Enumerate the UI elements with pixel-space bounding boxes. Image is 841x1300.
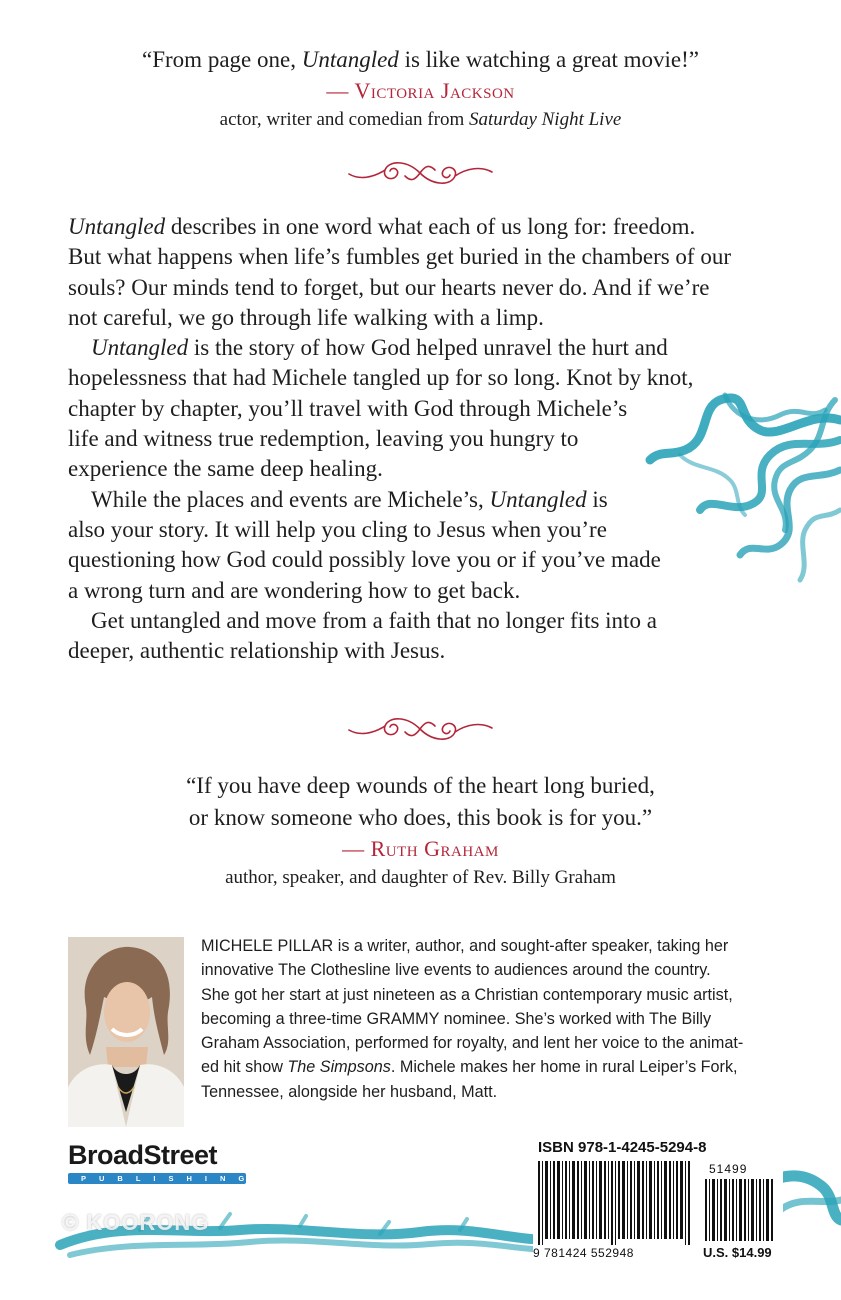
author-bio: MICHELE PILLAR is a writer, author, and sought-after speaker, taking her innovative The Clothesline live events to audiences around the country. She got her start at just nineteen as a Christian contemporary music artist, becoming a three-time GRAMMY nominee. She’s worked with The Billy Graham Association, performed for royalty, and lent her voice to the animat- ed hit show The Simpsons. Michele makes her home in rural Leiper’s Fork, Tennessee, alongside her husband, Matt. (201, 937, 744, 1101)
watermark: © KOORONG (62, 1210, 210, 1235)
quote-victoria-jackson (0, 44, 841, 134)
price-code: 51499 (709, 1162, 748, 1176)
description-paragraph: Untangled describes in one word what each of us long for: freedom. But what happens when life’s fumbles get buried in the chambers of our souls? Our minds tend to forget, but our hearts never do. And if we’re not careful, we go through life walking with a limp. (68, 214, 732, 330)
flourish-divider-middle (345, 712, 496, 746)
quote-text: “From page one, Untangled is like watching a great movie!” (142, 47, 699, 72)
description-paragraph: While the places and events are Michele’s, Untangled is also your story. It will help you cling to Jesus when you’re questioning how God could possibly love you or if you’ve made a wrong turn and are wondering how to get back. (68, 486, 661, 603)
quote-attribution: — Victoria Jackson (326, 78, 515, 103)
quote-attribution: — Ruth Graham (342, 836, 499, 861)
quote-attribution-role: author, speaker, and daughter of Rev. Billy Graham (225, 867, 616, 888)
quote-text: or know someone who does, this book is for you.” (188, 805, 653, 830)
flourish-divider-top (345, 156, 496, 190)
description-paragraph: Get untangled and move from a faith that no longer fits into a deeper, authentic relationship with Jesus. (68, 607, 657, 664)
quote-ruth-graham (0, 770, 841, 892)
isbn-digits: 9 781424 552948 (533, 1246, 634, 1260)
description-paragraph: Untangled is the story of how God helped unravel the hurt and hopelessness that had Michele tangled up for so long. Knot by knot, chapter by chapter, you’ll travel with God through Michele’s life and witness true redemption, leaving you hungry to experience the same deep healing. (68, 335, 694, 482)
isbn-label: ISBN 978-1-4245-5294-8 (538, 1139, 707, 1156)
price-barcode-bars (705, 1179, 777, 1241)
publisher-name: BroadStreet (68, 1140, 218, 1170)
author-photo (68, 937, 184, 1127)
barcode-bars (538, 1161, 698, 1245)
publisher-logo (68, 1140, 258, 1190)
book-description (68, 212, 768, 666)
quote-text: “If you have deep wounds of the heart long buried, (186, 773, 655, 798)
isbn-barcode (533, 1139, 783, 1266)
quote-attribution-role: actor, writer and comedian from Saturday Night Live (219, 109, 622, 130)
price-label: U.S. $14.99 (703, 1245, 772, 1260)
publisher-subtitle: PUBLISHING (68, 1173, 246, 1184)
